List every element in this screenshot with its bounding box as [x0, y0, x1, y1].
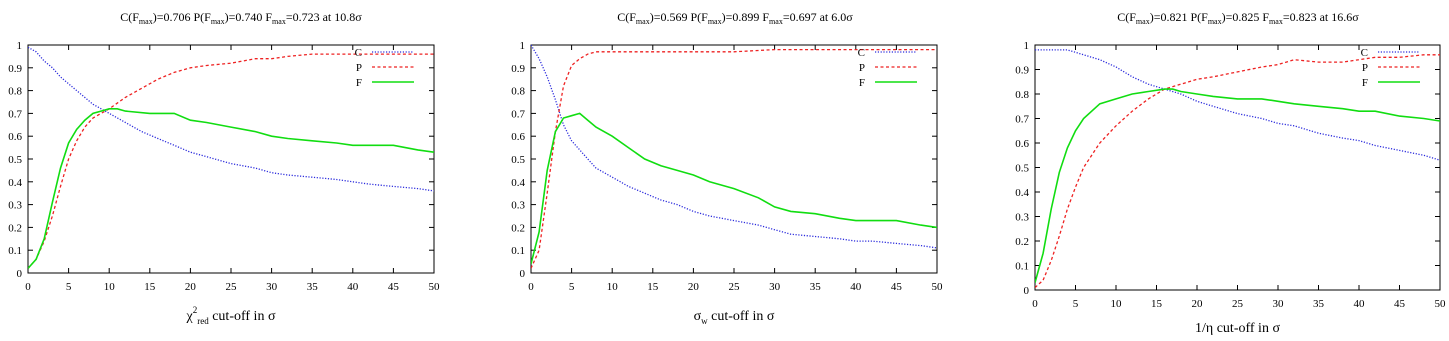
x-tick-label: 35	[306, 281, 318, 293]
x-axis-label: 1/η cut-off in σ	[1195, 321, 1280, 336]
chart-title: $C(F_{max})=0.821$ $P(F_{max})=0.825$ $F_{max}=0.823$ at 16.6σ	[1117, 10, 1359, 26]
x-tick-label: 40	[1353, 298, 1365, 310]
y-tick-label: 0.3	[511, 199, 525, 212]
x-tick-label: 15	[647, 281, 659, 293]
series-line-C	[28, 47, 434, 191]
y-tick-label: 0.2	[8, 222, 22, 235]
x-tick-label: 45	[387, 281, 399, 293]
series-line-C	[531, 45, 937, 248]
chart-title: $C(F_{max})=0.706$ $P(F_{max})=0.740$ $F_{max}=0.723$ at 10.8σ	[120, 10, 362, 26]
series-line-F	[28, 109, 434, 269]
x-tick-label: 25	[728, 281, 740, 293]
y-tick-label: 0.9	[8, 62, 22, 75]
y-tick-label: 0.5	[511, 154, 525, 166]
x-tick-label: 5	[1072, 298, 1079, 310]
x-tick-label: 40	[850, 281, 862, 293]
x-tick-label: 30	[266, 281, 278, 293]
y-tick-label: 0.6	[511, 131, 525, 144]
y-tick-label: 0.4	[511, 176, 525, 189]
x-tick-label: 20	[184, 281, 196, 293]
x-tick-label: 50	[1434, 298, 1446, 310]
y-tick-label: 0	[1023, 285, 1029, 297]
plot-frame	[28, 45, 434, 273]
y-tick-label: 0.1	[511, 245, 525, 258]
series-line-P	[1035, 55, 1440, 288]
y-tick-label: 0.6	[1015, 138, 1029, 150]
y-tick-label: 0.5	[8, 154, 22, 166]
x-tick-label: 35	[809, 281, 821, 293]
y-tick-label: 0.6	[8, 131, 22, 144]
x-tick-label: 10	[606, 281, 618, 293]
chart-panel-2	[511, 10, 943, 326]
y-tick-label: 0.8	[1015, 89, 1029, 101]
x-tick-label: 0	[1032, 298, 1038, 310]
x-tick-label: 20	[687, 281, 699, 293]
y-tick-label: 0.7	[511, 108, 525, 121]
chart-panel-3	[1015, 10, 1446, 336]
legend-label-P: P	[858, 62, 865, 74]
y-tick-label: 0.1	[1015, 260, 1029, 273]
legend-label-C: C	[857, 47, 865, 59]
x-tick-label: 0	[528, 281, 534, 293]
y-tick-label: 0	[519, 268, 525, 280]
x-tick-label: 35	[1313, 298, 1324, 310]
x-tick-label: 15	[144, 281, 156, 293]
y-tick-label: 0.8	[511, 85, 525, 98]
x-tick-label: 5	[568, 281, 575, 293]
y-tick-label: 0.3	[8, 199, 22, 212]
series-line-F	[531, 113, 937, 264]
y-tick-label: 0.2	[1015, 236, 1029, 248]
y-tick-label: 0.3	[1015, 211, 1029, 224]
y-tick-label: 0.5	[1015, 162, 1029, 175]
x-tick-label: 10	[1110, 298, 1122, 310]
x-tick-label: 15	[1151, 298, 1162, 310]
legend-label-F: F	[858, 77, 865, 89]
x-tick-label: 45	[1394, 298, 1405, 310]
y-tick-label: 1	[519, 40, 525, 52]
y-tick-label: 1	[1023, 40, 1029, 52]
legend-label-C: C	[354, 47, 362, 59]
chart-title: $C(F_{max})=0.569$ $P(F_{max})=0.899$ $F_{max}=0.697$ at 6.0σ	[617, 10, 853, 26]
x-axis-label: $\chi^2_{red}$ cut-off in σ	[186, 305, 276, 326]
y-tick-label: 0.2	[511, 222, 525, 235]
y-tick-label: 0.7	[8, 108, 22, 121]
series-line-P	[28, 54, 434, 268]
y-tick-label: 1	[16, 40, 22, 52]
y-tick-label: 0.1	[8, 245, 22, 258]
legend-label-P: P	[355, 62, 362, 74]
x-tick-label: 5	[65, 281, 72, 293]
legend-label-C: C	[1360, 47, 1368, 59]
y-tick-label: 0.9	[511, 62, 525, 75]
y-tick-label: 0	[16, 268, 22, 280]
x-axis-label: $\sigma_w$ cut-off in σ	[693, 309, 775, 326]
x-tick-label: 40	[347, 281, 359, 293]
y-tick-label: 0.9	[1015, 64, 1029, 77]
x-tick-label: 25	[225, 281, 237, 293]
x-tick-label: 50	[428, 281, 440, 293]
y-tick-label: 0.4	[8, 176, 22, 189]
legend-label-F: F	[355, 77, 362, 89]
legend-label-P: P	[1361, 62, 1368, 74]
y-tick-label: 0.4	[1015, 187, 1029, 199]
legend-label-F: F	[1361, 77, 1368, 89]
x-tick-label: 0	[25, 281, 31, 293]
plot-frame	[531, 45, 937, 273]
y-tick-label: 0.7	[1015, 113, 1029, 126]
x-tick-label: 30	[769, 281, 781, 293]
y-tick-label: 0.8	[8, 85, 22, 98]
x-tick-label: 50	[931, 281, 943, 293]
x-tick-label: 25	[1232, 298, 1243, 310]
x-tick-label: 20	[1191, 298, 1203, 310]
series-line-F	[1035, 89, 1440, 283]
chart-panel-1	[8, 10, 440, 326]
x-tick-label: 45	[890, 281, 902, 293]
x-tick-label: 10	[103, 281, 115, 293]
x-tick-label: 30	[1272, 298, 1284, 310]
